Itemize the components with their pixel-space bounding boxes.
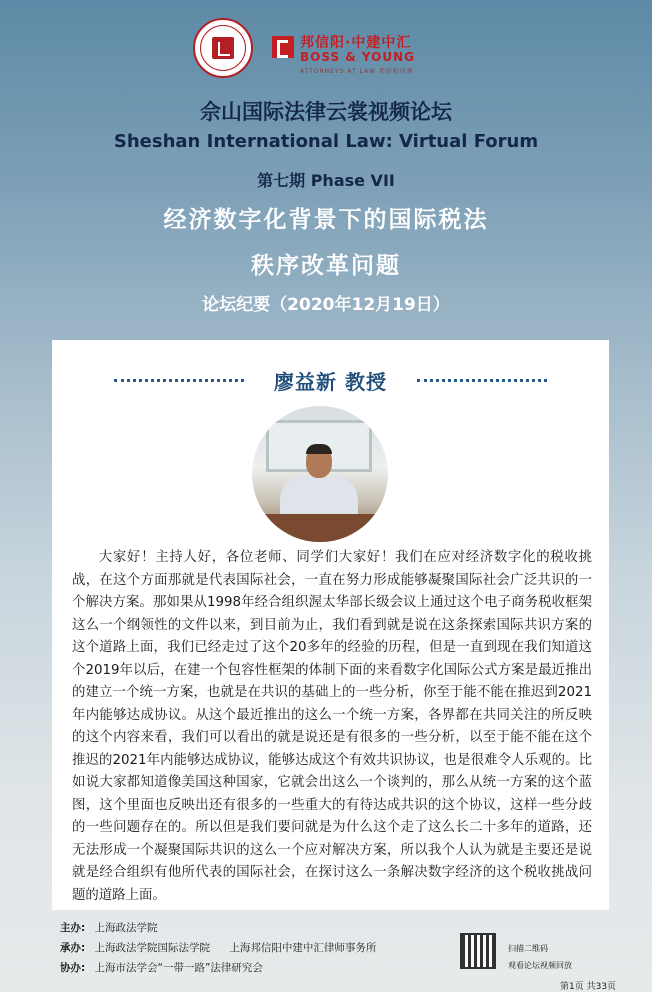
host-label: 主办:	[60, 922, 86, 934]
speaker-name: 廖益新 教授	[274, 370, 387, 394]
boss-young-logo-mark	[272, 36, 294, 58]
divider-right	[417, 379, 547, 382]
qr-caption-line2: 观看论坛视频回放	[508, 961, 572, 970]
speech-card	[52, 340, 609, 910]
seal-emblem	[212, 37, 234, 59]
qr-caption-line1: 扫描二维码	[508, 944, 548, 953]
forum-title-en: Sheshan International Law: Virtual Forum	[113, 131, 539, 152]
phase-label: 第七期 Phase VII	[257, 171, 395, 190]
footer-organizer	[60, 940, 376, 955]
speaker-photo	[252, 406, 388, 542]
university-seal-logo	[193, 18, 253, 78]
logo-bar	[0, 18, 652, 84]
partner-name-cn: 邦信阳·中建中汇	[300, 35, 412, 51]
footer-host	[60, 920, 158, 935]
assist-label: 协办:	[60, 962, 86, 974]
partner-name-en: BOSS & YOUNG	[300, 50, 416, 64]
page-indicator: 第1页 共33页	[560, 982, 617, 992]
organizer-value-2: 上海邦信阳中建中汇律师事务所	[229, 942, 377, 954]
photo-desk	[252, 514, 388, 542]
assist-value: 上海市法学会“一带一路”法律研究会	[94, 962, 263, 974]
qr-code[interactable]	[460, 933, 496, 969]
summary-date: 论坛纪要（2020年12月19日）	[202, 295, 450, 315]
footer-assist	[60, 960, 263, 975]
host-value: 上海政法学院	[94, 922, 158, 934]
photo-hair	[306, 444, 332, 454]
organizer-label: 承办:	[60, 942, 86, 954]
partner-tagline: ATTORNEYS AT LAW 邦信阳律师	[300, 68, 414, 75]
speech-transcript: 大家好！主持人好，各位老师、同学们大家好！我们在应对经济数字化的税收挑战，在这个方面那就是代表国际社会，一直在努力形成能够凝聚国际社会广泛共识的一个解决方案。那如果从1998年经合组织渥太华部长级会议上通过这个电子商务税收框架这么一个纲领性的文件以来，到目前为止，我们看到就是说在这条探索国际共识方案的这个道路上面，我们已经走过了这个20多年的经验的历程，但是一直到现在我们知道这个2019年以后，在建一个包容性框架的体制下面的来看数字化国际公式方案是最近推出的建立一个统一方案，也就是在共识的基础上的一些分析，你至于能不能在推迟到2021年内能够达成协议。从这个最近推出的这么一个统一方案，各界都在共同关注的所反映的这个内容来看，我们可以看出的就是说还是有很多的一些分析，以至于能不能在这个推迟的2021年内能够达成协议，能够达成这个有效共识协议，也是很难令人乐观的。比如说大家都知道像美国这种国家，它就会出这么一个谈判的，那么从统一方案的这个蓝图，这个里面也反映出还有很多的一些重大的有待达成共识的这个协议，这样一些分歧的一些问题存在的。所以但是我们要问就是为什么这个走了这么长二十多年的道路，还无法形成一个凝聚国际共识的这么一个应对解决方案，所以我个人认为就是主要还是说就是经合组织有他所代表的国际社会，在探讨这么一条解决数字经济的这个税收挑战问题的道路上面。	[72, 550, 592, 903]
forum-title-cn: 佘山国际法律云裳视频论坛	[200, 100, 452, 124]
organizer-value-1: 上海政法学院国际法学院	[94, 942, 211, 954]
topic-title-line2: 秩序改革问题	[251, 253, 401, 279]
topic-title-line1: 经济数字化背景下的国际税法	[163, 207, 489, 233]
